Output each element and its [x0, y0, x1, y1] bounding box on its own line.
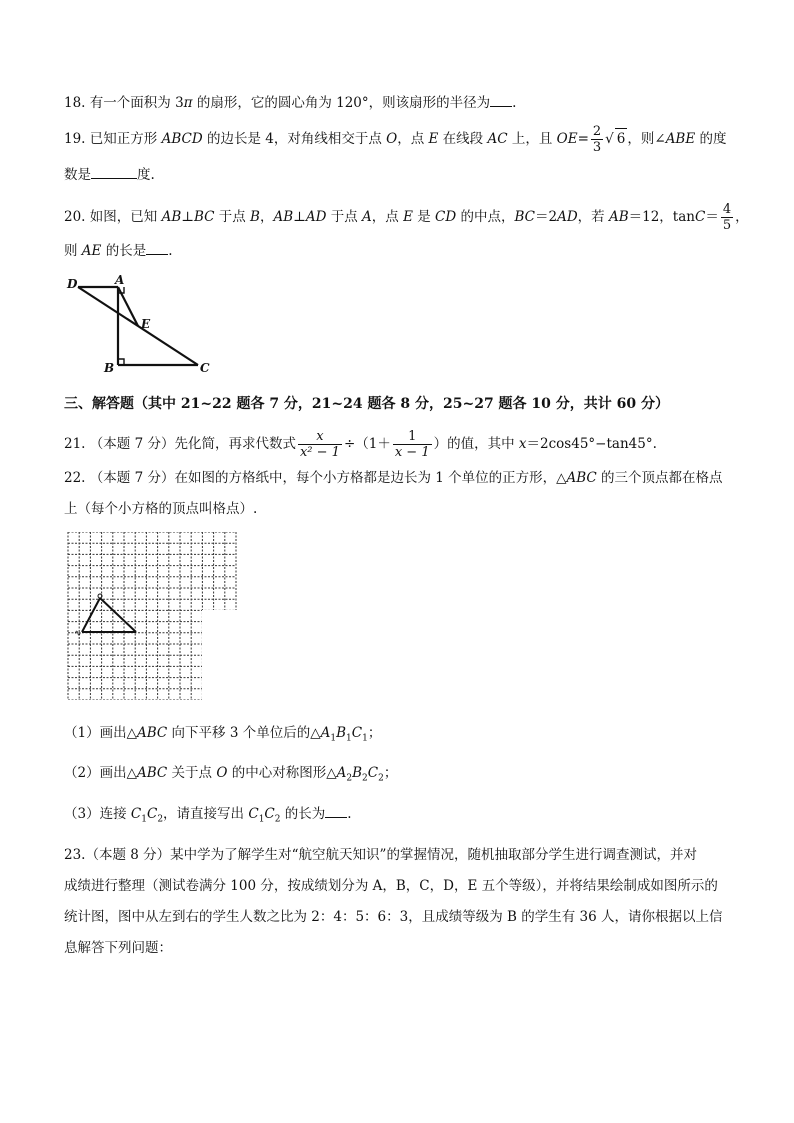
label-e: E — [141, 317, 151, 331]
question-21: 21. （本题 7 分）先化简，再求代数式 $\frac{x}{\text{x² − 1}}$ ÷（1＋ $\frac{1}{x - 1}$ ）的值，其中 x＝2cos45°−tan45°. — [64, 429, 657, 460]
label-c: C — [200, 361, 210, 375]
question-19-line2: 数是 度. — [64, 164, 155, 185]
label-a: A — [115, 273, 125, 287]
pi-symbol: π — [183, 95, 193, 111]
q22-sub-3: （3）连接 $C_1C_2$，请直接写出 $C_1C_2$ 的长为 . — [64, 803, 352, 830]
grid-faded-area — [202, 610, 242, 700]
answer-blank — [91, 164, 137, 179]
fraction-four-fifths: $\frac{4}{5}$ — [722, 202, 732, 233]
question-number: 23. — [64, 847, 86, 863]
vertex-b-mark: ∿ — [74, 629, 82, 639]
question-19: 19. 已知正方形 ABCD 的边长是 4，对角线相交于点 O，点 E 在线段 AC 上，且 OE= $\frac{2}{3}$ √ 6 ，则∠ABE 的度 — [64, 124, 727, 155]
question-22-line2: 上（每个小方格的顶点叫格点）. — [64, 501, 258, 517]
question-18: 18. 有一个面积为 3π 的扇形，它的圆心角为 120°，则该扇形的半径为 . — [64, 92, 516, 113]
question-23-line4: 息解答下列问题： — [64, 940, 172, 956]
triangle-side-ab — [82, 598, 100, 632]
fraction-x-over-x2-minus-1: $\frac{x}{\text{x² − 1}}$ — [299, 429, 340, 460]
question-22: 22. （本题 7 分）在如图的方格纸中，每个小方格都是边长为 1 个单位的正方形，△ABC 的三个顶点都在格点 — [64, 470, 723, 486]
q22-grid-figure — [66, 532, 242, 700]
answer-blank — [325, 803, 347, 818]
fraction-two-thirds: $\frac{2}{3}$ — [592, 124, 602, 155]
q22-sub-1: （1）画出△ABC 向下平移 3 个单位后的$\triangle A_1B_1C_1$； — [64, 725, 382, 744]
fraction-1-over-x-minus-1: $\frac{1}{x - 1}$ — [394, 429, 430, 460]
label-d: D — [67, 277, 78, 291]
q22-sub-2: （2）画出△ABC 关于点 O 的中心对称图形$\triangle A_2B_2C_2$； — [64, 765, 398, 784]
answer-blank — [490, 92, 512, 107]
question-number: 22. — [64, 470, 86, 486]
q20-geometry-figure — [64, 272, 224, 380]
triangle-side-ac — [100, 598, 136, 632]
question-number: 20. — [64, 209, 86, 225]
question-23: 23.（本题 8 分）某中学为了解学生对“航空航天知识”的掌握情况，随机抽取部分学生进行调查测试，并对 — [64, 847, 697, 863]
question-number: 21. — [64, 436, 86, 452]
question-23-line3: 统计图，图中从左到右的学生人数之比为 2：4：5：6：3，且成绩等级为 B 的学生有 36 人，请你根据以上信 — [64, 909, 723, 925]
section-3-heading: 三、解答题（其中 21~22 题各 7 分，21~24 题各 8 分，25~27 题各 10 分，共计 60 分） — [64, 396, 670, 412]
question-number: 19. — [64, 131, 86, 147]
answer-blank — [146, 240, 168, 255]
question-number: 18. — [64, 95, 86, 111]
question-20: 20. 如图，已知 AB⊥BC 于点 B，AB⊥AD 于点 A，点 E 是 CD 的中点，BC＝2AD，若 AB＝12，tanC＝ $\frac{4}{5}$ ， — [64, 202, 749, 233]
question-20-line2: 则 AE 的长是 . — [64, 240, 173, 261]
question-23-line2: 成绩进行整理（测试卷满分 100 分，按成绩划分为 A，B，C，D，E 五个等级），并将结果绘制成如图所示的 — [64, 878, 718, 894]
label-b: B — [104, 361, 115, 375]
sqrt-six: 6 — [615, 128, 628, 149]
